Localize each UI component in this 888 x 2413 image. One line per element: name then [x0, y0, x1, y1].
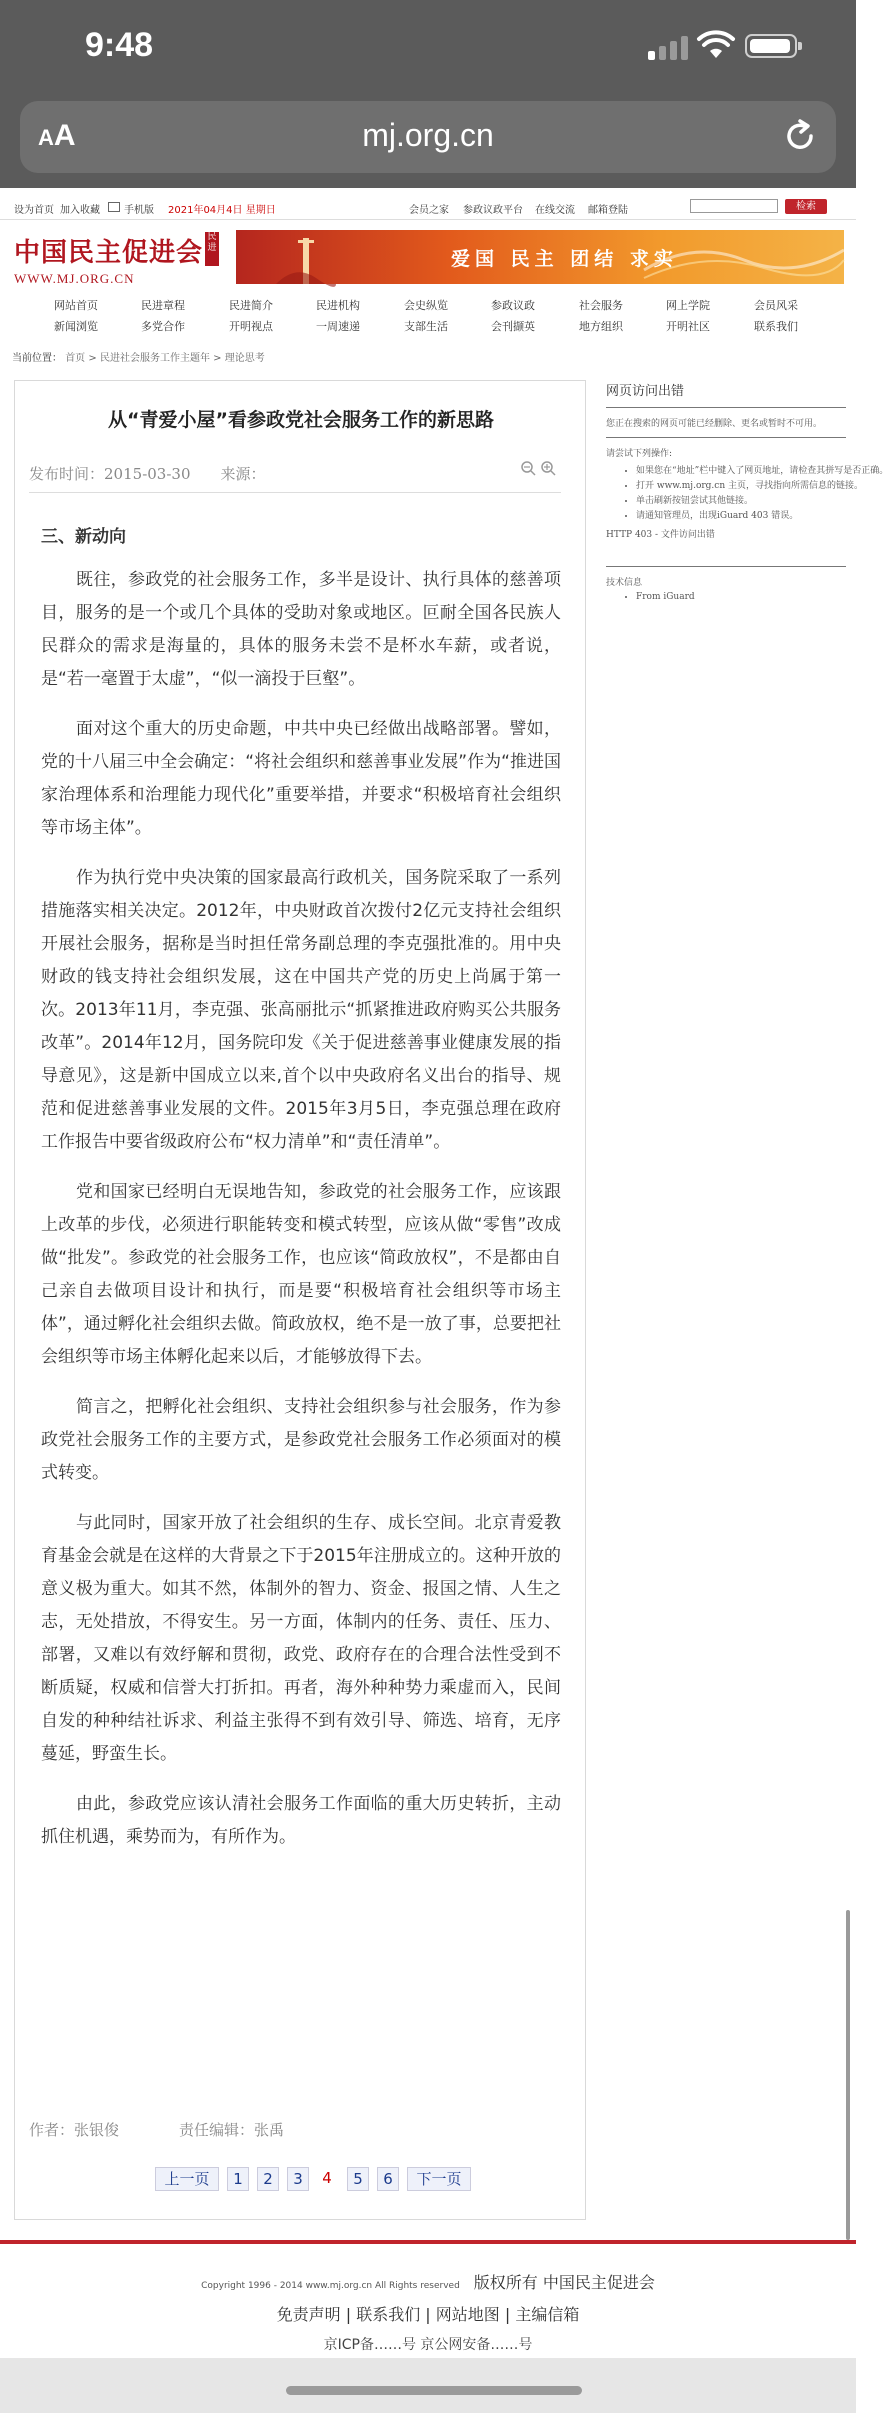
breadcrumb: 当前位置： 首页 > 民进社会服务工作主题年 > 理论思考	[12, 353, 265, 364]
footer-copyright: Copyright 1996 - 2014 www.mj.org.cn All Rights reserved 版权所有 中国民主促进会	[201, 2273, 655, 2292]
nav-item[interactable]: 一周速递	[316, 320, 360, 333]
footer-link[interactable]: 免责声明	[276, 2305, 341, 2324]
paragraph: 由此，参政党应该认清社会服务工作面临的重大历史转折，主动抓住机遇，乘势而为，有所作为。	[41, 1794, 561, 1847]
error-description: 您正在搜索的网页可能已经删除、更名或暂时不可用。	[606, 419, 823, 429]
article-meta: 发布时间：2015-03-30 来源：	[29, 465, 266, 483]
tips-list	[606, 463, 888, 521]
member-home-link[interactable]: 会员之家	[409, 205, 449, 216]
footer-icp: 京ICP备……号 京公网安备……号	[323, 2337, 533, 2353]
platform-link[interactable]: 参政议政平台	[463, 205, 523, 216]
site-topbar	[0, 196, 856, 218]
address-bar[interactable]	[20, 101, 836, 173]
next-page-button[interactable]: 下一页	[407, 2167, 471, 2191]
nav-item[interactable]: 联系我们	[754, 320, 798, 333]
sidebar-error-panel	[606, 380, 888, 604]
article-body	[41, 521, 561, 1871]
paragraph: 既往，参政党的社会服务工作，多半是设计、执行具体的慈善项目，服务的是一个或几个具体的受助对象或地区。叵耐全国各民族人民群众的需求是海量的，具体的服务未尝不是杯水车薪，或者说，是“若一毫置于太虚”，“似一滴投于巨壑”。	[41, 570, 561, 689]
nav-item[interactable]: 开明视点	[229, 320, 273, 333]
nav-item[interactable]: 民进机构	[316, 299, 360, 312]
nav-item[interactable]: 社会服务	[579, 299, 623, 312]
tip-item: • 请通知管理员，出现iGuard 403 错误。	[636, 508, 846, 521]
mobile-link[interactable]: 手机版	[124, 205, 154, 216]
paragraph: 作为执行党中央决策的国家最高行政机关，国务院采取了一系列措施落实相关决定。2012年，中央财政首次拨付2亿元支持社会组织开展社会服务，据称是当时担任常务副总理的李克强批准的。用中央财政的钱支持社会组织发展，这在中国共产党的历史上尚属于第一次。2013年11月，李克强、张高丽批示“抓紧推进政府购买公共服务改革”。2014年12月，国务院印发《关于促进慈善事业健康发展的指导意见》，这是新中国成立以来,首个以中央政府名义出台的指导、规范和促进慈善事业发展的文件。2015年3月5日，李克强总理在政府工作报告中要省级政府公布“权力清单”和“责任清单”。	[41, 868, 561, 1152]
footer-divider	[0, 2240, 856, 2244]
site-logo[interactable]	[14, 232, 224, 284]
paragraph: 面对这个重大的历史命题，中共中央已经做出战略部署。譬如，党的十八届三中全会确定：“将社会组织和慈善事业发展”作为“推进国家治理体系和治理能力现代化”重要举措，并要求“积极培育社会组织等市场主体”。	[41, 719, 561, 838]
main-nav	[0, 297, 856, 337]
article-title: 从“青爱小屋”看参政党社会服务工作的新思路	[108, 409, 494, 431]
logo-seal: 民进	[205, 232, 219, 266]
try-label: 请尝试下列操作:	[606, 449, 673, 459]
nav-item[interactable]: 开明社区	[666, 320, 710, 333]
page-link[interactable]: 5	[347, 2167, 369, 2191]
divider	[29, 492, 561, 493]
tip-item: • 如果您在“地址”栏中键入了网页地址，请检查其拼写是否正确。	[636, 463, 846, 476]
section-heading: 三、新动向	[41, 527, 126, 547]
tip-item[interactable]: • 单击刷新按钮尝试其他链接。	[636, 493, 846, 506]
url-text[interactable]: mj.org.cn	[362, 117, 494, 153]
cellular-signal-icon	[648, 34, 690, 60]
nav-item[interactable]: 参政议政	[491, 299, 535, 312]
browser-chrome	[0, 0, 856, 188]
logo-text: 中国民主促进会	[14, 238, 204, 268]
mobile-icon	[108, 202, 120, 212]
text-size-button[interactable]: AA	[38, 119, 76, 152]
battery-icon	[745, 34, 797, 58]
nav-item[interactable]: 地方组织	[579, 320, 623, 333]
nav-item[interactable]: 支部生活	[404, 320, 448, 333]
author-name: 张银俊	[74, 2121, 120, 2139]
nav-item[interactable]: 新闻浏览	[54, 320, 98, 333]
nav-item[interactable]: 网上学院	[666, 299, 710, 312]
monument-icon	[276, 234, 336, 284]
home-indicator[interactable]	[286, 2386, 582, 2395]
online-link[interactable]: 在线交流	[535, 205, 575, 216]
nav-item[interactable]: 会史纵览	[404, 299, 448, 312]
wifi-icon	[697, 30, 735, 60]
reload-icon[interactable]	[782, 119, 818, 155]
article-panel	[14, 380, 586, 2220]
mail-login-link[interactable]: 邮箱登陆	[588, 205, 628, 216]
zoom-out-icon	[522, 462, 535, 475]
paragraph: 简言之，把孵化社会组织、支持社会组织参与社会服务，作为参政党社会服务工作的主要方式，是参政党社会服务工作必须面对的模式转变。	[41, 1397, 561, 1483]
breadcrumb-item[interactable]: 首页	[65, 353, 86, 364]
scrollbar[interactable]	[846, 1910, 850, 2240]
article-author: 作者：张银俊 责任编辑：张禹	[29, 2121, 285, 2139]
logo-url: WWW.MJ.ORG.CN	[14, 271, 135, 286]
set-home-link[interactable]: 设为首页	[14, 205, 54, 216]
footer-link[interactable]: 联系我们	[356, 2305, 421, 2324]
page-link[interactable]: 1	[227, 2167, 249, 2191]
tip-item[interactable]: • 打开 www.mj.org.cn 主页，寻找指向所需信息的链接。	[636, 478, 846, 491]
nav-item[interactable]: 多党合作	[141, 320, 185, 333]
zoom-icons[interactable]	[519, 459, 559, 479]
nav-item[interactable]: 民进简介	[229, 299, 273, 312]
editor-name: 张禹	[254, 2121, 285, 2139]
status-time: 9:48	[85, 26, 154, 64]
add-favorite-link[interactable]: 加入收藏	[60, 205, 100, 216]
search-button[interactable]: 检索	[785, 199, 827, 214]
topbar-date: 2021年04月4日 星期日	[168, 205, 276, 216]
footer-link[interactable]: 网站地图	[435, 2305, 500, 2324]
nav-item[interactable]: 民进章程	[141, 299, 185, 312]
error-code: HTTP 403 - 文件访问出错	[606, 530, 715, 540]
breadcrumb-item[interactable]: 民进社会服务工作主题年	[99, 353, 210, 364]
tech-list	[606, 592, 846, 602]
zoom-in-icon	[542, 462, 555, 475]
tech-item: • From iGuard	[636, 592, 846, 602]
header-banner	[236, 230, 844, 284]
publish-date: 2015-03-30	[104, 465, 191, 483]
nav-item[interactable]: 会刊撷英	[491, 320, 535, 333]
paragraph: 党和国家已经明白无误地告知，参政党的社会服务工作，应该跟上改革的步伐，必须进行职能转变和模式转型，应该从做“零售”改成做“批发”。参政党的社会服务工作，也应该“简政放权”，不是都由自己亲自去做项目设计和执行，而是要“积极培育社会组织等市场主体”，通过孵化社会组织去做。简政放权，绝不是一放了事，总要把社会组织等市场主体孵化起来以后，才能够放得下去。	[41, 1182, 561, 1367]
page-link[interactable]: 3	[287, 2167, 309, 2191]
prev-page-button[interactable]: 上一页	[155, 2167, 219, 2191]
nav-item[interactable]: 会员风采	[754, 299, 798, 312]
page-link[interactable]: 6	[377, 2167, 399, 2191]
paragraph: 与此同时，国家开放了社会组织的生存、成长空间。北京青爱教育基金会就是在这样的大背景之下于2015年注册成立的。这种开放的意义极为重大。如其不然，体制外的智力、资金、报国之情、人生之志，无处措放，不得安生。另一方面，体制内的任务、责任、压力、部署，又难以有效纾解和贯彻，政党、政府存在的合理合法性受到不断质疑，权威和信誉大打折扣。再者，海外种种势力乘虚而入，民间自发的种种结社诉求、利益主张得不到有效引导、筛选、培育，无序蔓延，野蛮生长。	[41, 1513, 561, 1764]
site-search-input[interactable]	[690, 199, 778, 213]
error-heading: 网页访问出错	[606, 384, 685, 399]
footer-link[interactable]: 主编信箱	[515, 2305, 580, 2324]
breadcrumb-item[interactable]: 理论思考	[224, 353, 265, 364]
tech-label: 技术信息	[606, 578, 643, 588]
nav-item[interactable]: 网站首页	[54, 299, 98, 312]
footer-links: 免责声明 | 联系我们 | 网站地图 | 主编信箱	[276, 2305, 580, 2324]
current-page: 4	[322, 2169, 332, 2187]
divider	[0, 219, 856, 220]
header-slogan: 爱国 民主 团结 求实	[451, 248, 678, 270]
page-link[interactable]: 2	[257, 2167, 279, 2191]
